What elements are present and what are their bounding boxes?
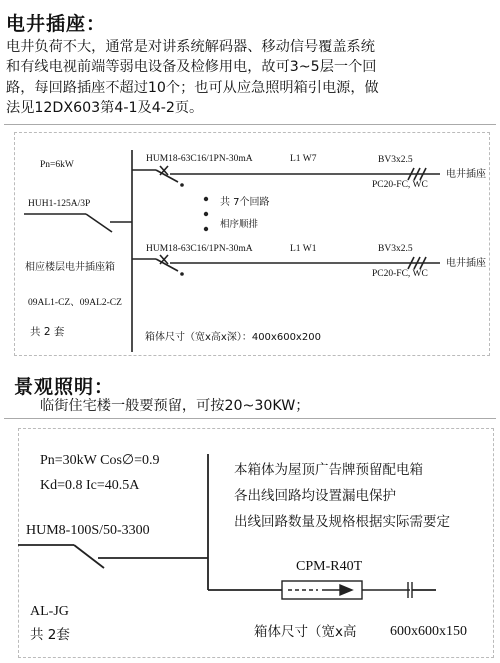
circuit1-conduit: PC20-FC, WC [372,180,428,190]
diagram2-box-size-value: 600x600x150 [390,624,467,639]
circuit1-phase: L1 W7 [290,154,317,164]
diagram2-kd-ic: Kd=0.8 Ic=40.5A [40,478,140,493]
diagram2-box-count: 共 2套 [30,627,70,643]
diagram1-box-count: 共 2 套 [30,326,65,338]
diagram2-box-name: AL-JG [30,604,69,619]
diagram2-note-2: 各出线回路均设置漏电保护 [234,488,396,504]
section-heading-shaft-socket: 电井插座： [6,13,107,35]
diagram2-pn-cos: Pn=30kW Cos∅=0.9 [40,453,160,468]
diagram2-note-3: 出线回路数量及规格根据实际需要定 [234,514,450,530]
diagram1-box-name: 相应楼层电井插座箱 [25,262,115,273]
circuit-note-count: 共 7个回路 [220,197,270,208]
diagram1-box-code: 09AL1-CZ、09AL2-CZ [28,298,122,308]
diagram2-box-size-label: 箱体尺寸（宽x高 [254,624,357,640]
paragraph-line-4: 法见12DX603第4-1及4-2页。 [6,100,204,116]
paragraph-line-1: 电井负荷不大，通常是对讲系统解码器、移动信号覆盖系统 [6,39,375,55]
section-heading-landscape-lighting: 景观照明： [14,376,115,398]
circuit1-cable: BV3x2.5 [378,155,413,165]
circuit2-load: 电井插座 [446,258,486,269]
paragraph-line-3: 路，每回路插座不超过10个；也可从应急照明箱引电源，做 [6,80,379,96]
diagram2-breaker: HUM8-100S/50-3300 [26,523,150,538]
diagram1-pn: Pn=6kW [40,160,74,170]
circuit1-breaker: HUM18-63C16/1PN-30mA [146,154,253,164]
circuit-note-phase-order: 相序顺排 [220,219,259,230]
paragraph-line-2: 和有线电视前端等弱电设备及检修用电，故可3~5层一个回 [6,59,377,75]
diagram1-incoming-breaker: HUH1-125A/3P [28,199,91,209]
circuit2-conduit: PC20-FC, WC [372,269,428,279]
section2-subtitle: 临街住宅楼一般要预留，可按20~30KW； [40,398,310,414]
circuit1-load: 电井插座 [446,169,486,180]
diagram2-note-1: 本箱体为屋顶广告牌预留配电箱 [234,462,423,478]
diagram2-outgoing-device: CPM-R40T [296,559,363,574]
circuit2-cable: BV3x2.5 [378,244,413,254]
diagram1-box-size: 箱体尺寸（宽x高x深）：400x600x200 [145,332,321,343]
circuit2-phase: L1 W1 [290,244,317,254]
circuit2-breaker: HUM18-63C16/1PN-30mA [146,244,253,254]
